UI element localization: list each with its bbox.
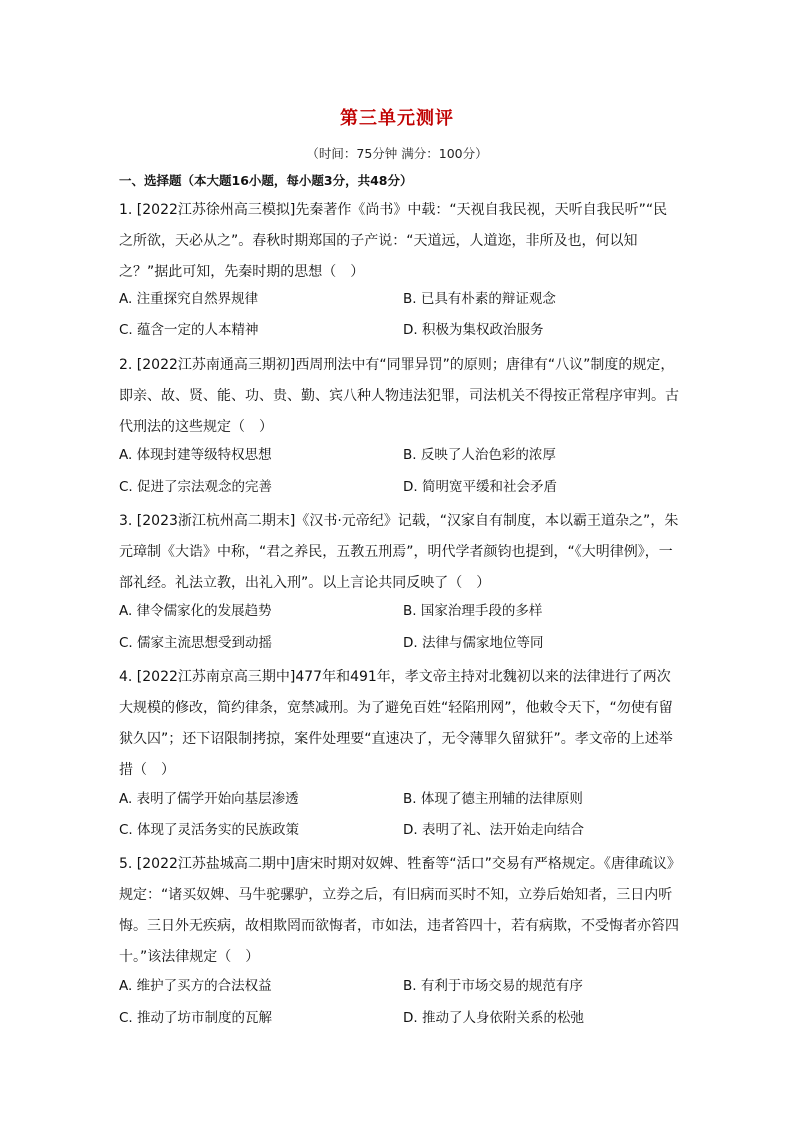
- question-2-text: 2. [2022江苏南通高三期初]西周刑法中有“同罪异罚”的原则；唐律有“八议”制度的规定，即亲、故、贤、能、功、贵、勤、宾八种人物违法犯罪，司法机关不得按正常程序审判。古代刑法的这些规定（ ）: [119, 357, 679, 435]
- question-3-option-d: D. 法律与儒家地位等同: [403, 635, 544, 651]
- question-3-option-b: B. 国家治理手段的多样: [403, 603, 543, 619]
- question-1-option-d: D. 积极为集权政治服务: [403, 322, 544, 338]
- question-4: [119, 662, 679, 786]
- question-1: [119, 195, 679, 288]
- question-5-option-a: A. 维护了买方的合法权益: [119, 978, 272, 994]
- question-2-option-b: B. 反映了人治色彩的浓厚: [403, 447, 556, 463]
- question-5-text: 5. [2022江苏盐城高二期中]唐宋时期对奴婢、牲畜等“活口”交易有严格规定。《唐律疏议》规定：“诸买奴婢、马牛驼骡驴，立券之后，有旧病而买时不知，立券后始知者，三日内听悔。三日外无疾病，故相欺罔而欲悔者，市如法，违者笞四十，若有病欺，不受悔者亦笞四十。”该法律规定（ ）: [119, 856, 679, 965]
- question-2-option-c: C. 促进了宗法观念的完善: [119, 479, 273, 495]
- question-5: [119, 849, 679, 973]
- question-1-option-b: B. 已具有朴素的辩证观念: [403, 291, 556, 307]
- question-4-option-a: A. 表明了儒学开始向基层渗透: [119, 791, 299, 807]
- question-1-option-a: A. 注重探究自然界规律: [119, 291, 259, 307]
- page-title: 第三单元测评: [340, 108, 454, 129]
- question-2: [119, 350, 679, 443]
- question-4-text: 4. [2022江苏南京高三期中]477年和491年，孝文帝主持对北魏初以来的法律进行了两次大规模的修改，简约律条，宽禁减刑。为了避免百姓“轻陷刑网”，他敕令天下，“勿使有留狱久囚”；还下诏限制拷掠，案件处理要“直速决了，无令薄罪久留狱犴”。孝文帝的上述举措（ ）: [119, 669, 673, 778]
- question-4-option-c: C. 体现了灵活务实的民族政策: [119, 822, 300, 838]
- question-4-option-b: B. 体现了德主刑辅的法律原则: [403, 791, 583, 807]
- question-5-option-d: D. 推动了人身依附关系的松弛: [403, 1010, 584, 1026]
- question-1-text: 1. [2022江苏徐州高三模拟]先秦著作《尚书》中载：“天视自我民视，天听自我民听”“民之所欲，天必从之”。春秋时期郑国的子产说：“天道远，人道迩，非所及也，何以知之？”据此可知，先秦时期的思想（ ）: [119, 202, 668, 280]
- exam-info: （时间：75分钟 满分：100分）: [306, 146, 488, 161]
- question-2-option-a: A. 体现封建等级特权思想: [119, 447, 272, 463]
- section-heading: 一、选择题（本大题16小题，每小题3分，共48分）: [119, 173, 413, 188]
- question-4-option-d: D. 表明了礼、法开始走向结合: [403, 822, 584, 838]
- question-5-option-c: C. 推动了坊市制度的瓦解: [119, 1010, 273, 1026]
- question-3-option-c: C. 儒家主流思想受到动摇: [119, 635, 273, 651]
- question-3: [119, 506, 679, 599]
- question-1-option-c: C. 蕴含一定的人本精神: [119, 322, 259, 338]
- question-2-option-d: D. 简明宽平缓和社会矛盾: [403, 479, 557, 495]
- question-5-option-b: B. 有利于市场交易的规范有序: [403, 978, 583, 994]
- question-3-option-a: A. 律令儒家化的发展趋势: [119, 603, 272, 619]
- question-3-text: 3. [2023浙江杭州高二期末]《汉书·元帝纪》记载，“汉家自有制度，本以霸王道杂之”，朱元璋制《大诰》中称，“君之养民，五教五刑焉”，明代学者颜钧也提到，“《大明律例》，一部礼经。礼法立教，出礼入刑”。以上言论共同反映了（ ）: [119, 513, 679, 591]
